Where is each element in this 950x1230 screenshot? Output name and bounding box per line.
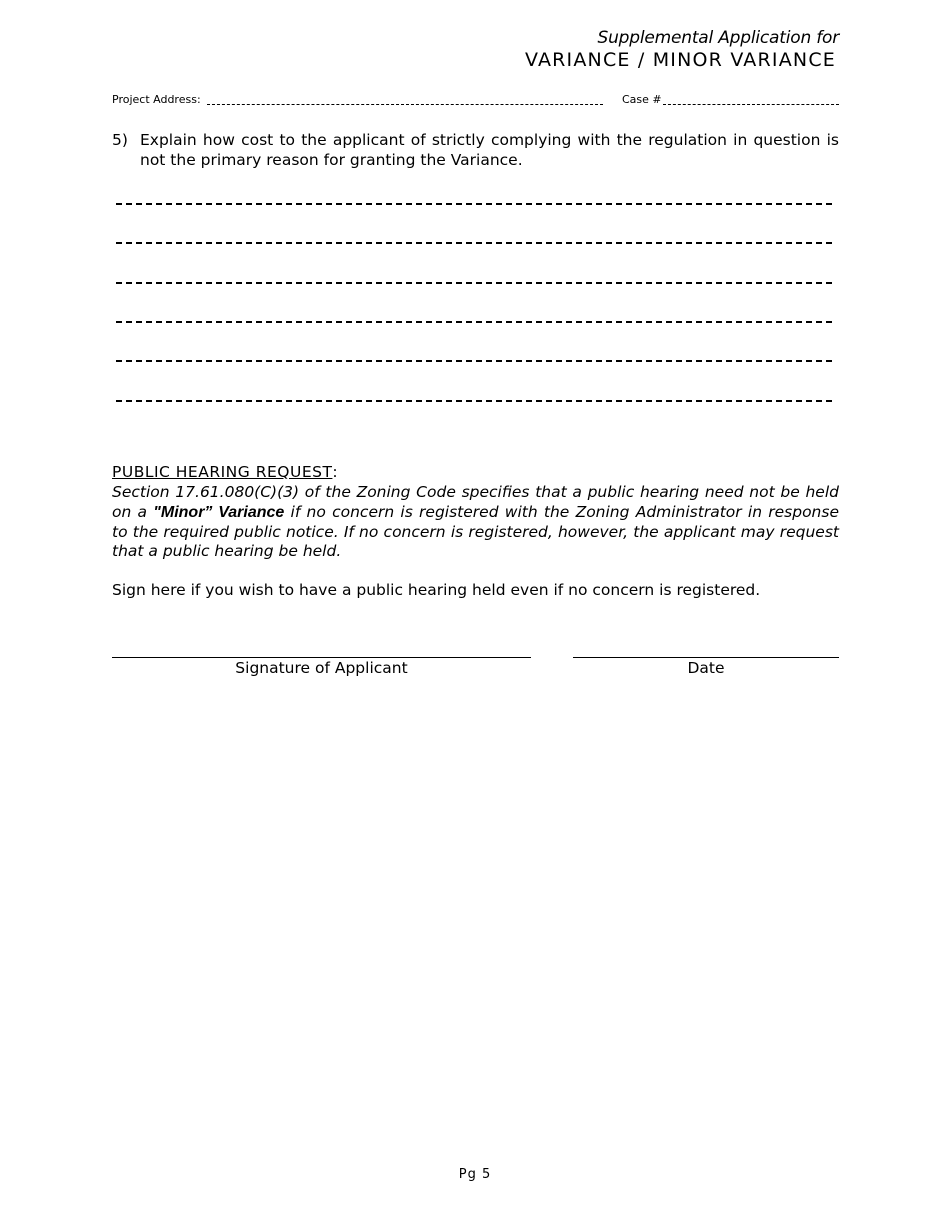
applicant-signature-label: Signature of Applicant — [235, 659, 408, 677]
project-address-label: Project Address: — [112, 93, 201, 106]
public-hearing-body — [112, 483, 839, 562]
sign-instruction: Sign here if you wish to have a public hearing held even if no concern is registered. — [112, 581, 761, 599]
answer-line-3[interactable] — [116, 282, 832, 284]
project-meta-row — [112, 93, 839, 109]
minor-variance-term: "Minor” Variance — [153, 503, 285, 521]
answer-line-5[interactable] — [116, 360, 832, 362]
form-title: VARIANCE / MINOR VARIANCE — [524, 49, 836, 71]
project-address-field[interactable] — [207, 104, 603, 105]
page-number: Pg 5 — [458, 1167, 492, 1182]
answer-line-1[interactable] — [116, 203, 832, 205]
answer-line-2[interactable] — [116, 242, 832, 244]
question-number: 5) — [112, 131, 128, 149]
public-hearing-body-part1: Section 17.61.080(C)(3) of the Zoning Code specifies that a public hearing need not be held on a — [112, 483, 839, 521]
question-5 — [112, 130, 839, 170]
question-text: Explain how cost to the applicant of strictly complying with the regulation in question is not the primary reason for granting the Variance. — [140, 131, 839, 169]
date-label: Date — [687, 659, 725, 677]
public-hearing-heading-text: PUBLIC HEARING REQUEST — [112, 463, 333, 481]
answer-line-4[interactable] — [116, 321, 832, 323]
answer-line-6[interactable] — [116, 400, 832, 402]
case-number-field[interactable] — [663, 104, 839, 105]
date-field[interactable] — [573, 657, 839, 658]
public-hearing-heading-colon: : — [332, 463, 338, 481]
applicant-signature-field[interactable] — [112, 657, 531, 658]
public-hearing-body-part2: if no concern is registered with the Zoning Administrator in response to the required public notice. If no concern is registered, however, the applicant may request that a public hearing be held. — [112, 502, 839, 561]
form-subtitle: Supplemental Application for — [597, 28, 839, 48]
case-number-label: Case # — [622, 93, 662, 106]
public-hearing-heading — [112, 463, 338, 481]
